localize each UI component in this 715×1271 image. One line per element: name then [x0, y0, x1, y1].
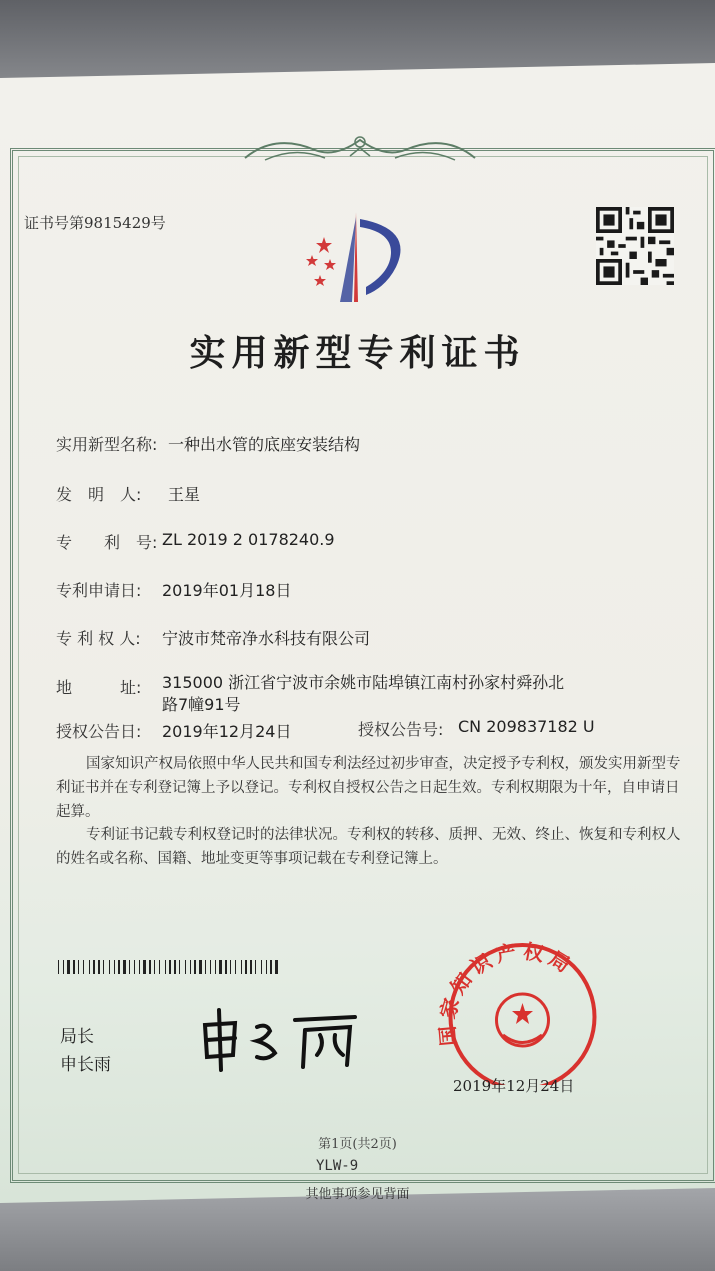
page-number: 第1页(共2页) — [318, 1137, 397, 1152]
seal-text: 国家知识产权局 — [435, 938, 579, 1047]
application-date-value: 2019年01月18日 — [162, 581, 292, 600]
patentee-value: 宁波市梵帝净水科技有限公司 — [162, 629, 371, 648]
name-label: 实用新型名称: — [56, 435, 158, 454]
address-line-2: 路7幢91号 — [162, 695, 241, 714]
official-seal-icon — [435, 935, 610, 1085]
patent-number-label: 专 利 号: — [56, 533, 158, 552]
grant-number-label: 授权公告号: — [358, 720, 444, 739]
inventor-label: 发 明 人: — [56, 485, 142, 504]
seal-date: 2019年12月24日 — [453, 1077, 575, 1095]
address-label: 地 址: — [56, 678, 142, 697]
legal-paragraph-1: 国家知识产权局依照中华人民共和国专利法经过初步审查，决定授予专利权，颁发实用新型专利证书并在专利登记簿上予以登记。专利权自授权公告之日起生效。专利权期限为十年，自申请日起算。 — [56, 756, 681, 820]
patentee-label: 专 利 权 人: — [56, 629, 141, 648]
ornament-icon — [235, 128, 485, 168]
name-value: 一种出水管的底座安装结构 — [168, 435, 361, 454]
barcode-icon — [58, 960, 278, 974]
application-date-label: 专利申请日: — [56, 581, 142, 600]
director-title: 局长 — [60, 1027, 94, 1047]
legal-paragraph-2: 专利证书记载专利权登记时的法律状况。专利权的转移、质押、无效、终止、恢复和专利权人的姓名或名称、国籍、地址变更等事项记载在专利登记簿上。 — [56, 827, 681, 867]
address-line-1: 315000 浙江省宁波市余姚市陆埠镇江南村孙家村舜孙北 — [162, 673, 565, 692]
handwritten-signature-icon — [195, 1005, 365, 1075]
director-name: 申长雨 — [60, 1055, 111, 1075]
certificate-title: 实用新型专利证书 — [189, 333, 526, 374]
handwritten-note: YLW-9 — [316, 1158, 359, 1174]
patent-number-value: ZL 2019 2 0178240.9 — [162, 530, 335, 549]
grant-date-value: 2019年12月24日 — [162, 722, 292, 741]
certificate-number: 证书号第9815429号 — [24, 214, 166, 232]
other-matters-note: 其他事项参见背面 — [305, 1187, 410, 1202]
patent-office-logo-icon — [296, 207, 414, 307]
grant-date-label: 授权公告日: — [56, 722, 142, 741]
qr-code-icon — [596, 206, 674, 286]
inventor-value: 王星 — [168, 485, 201, 504]
grant-number-value: CN 209837182 U — [458, 717, 595, 736]
